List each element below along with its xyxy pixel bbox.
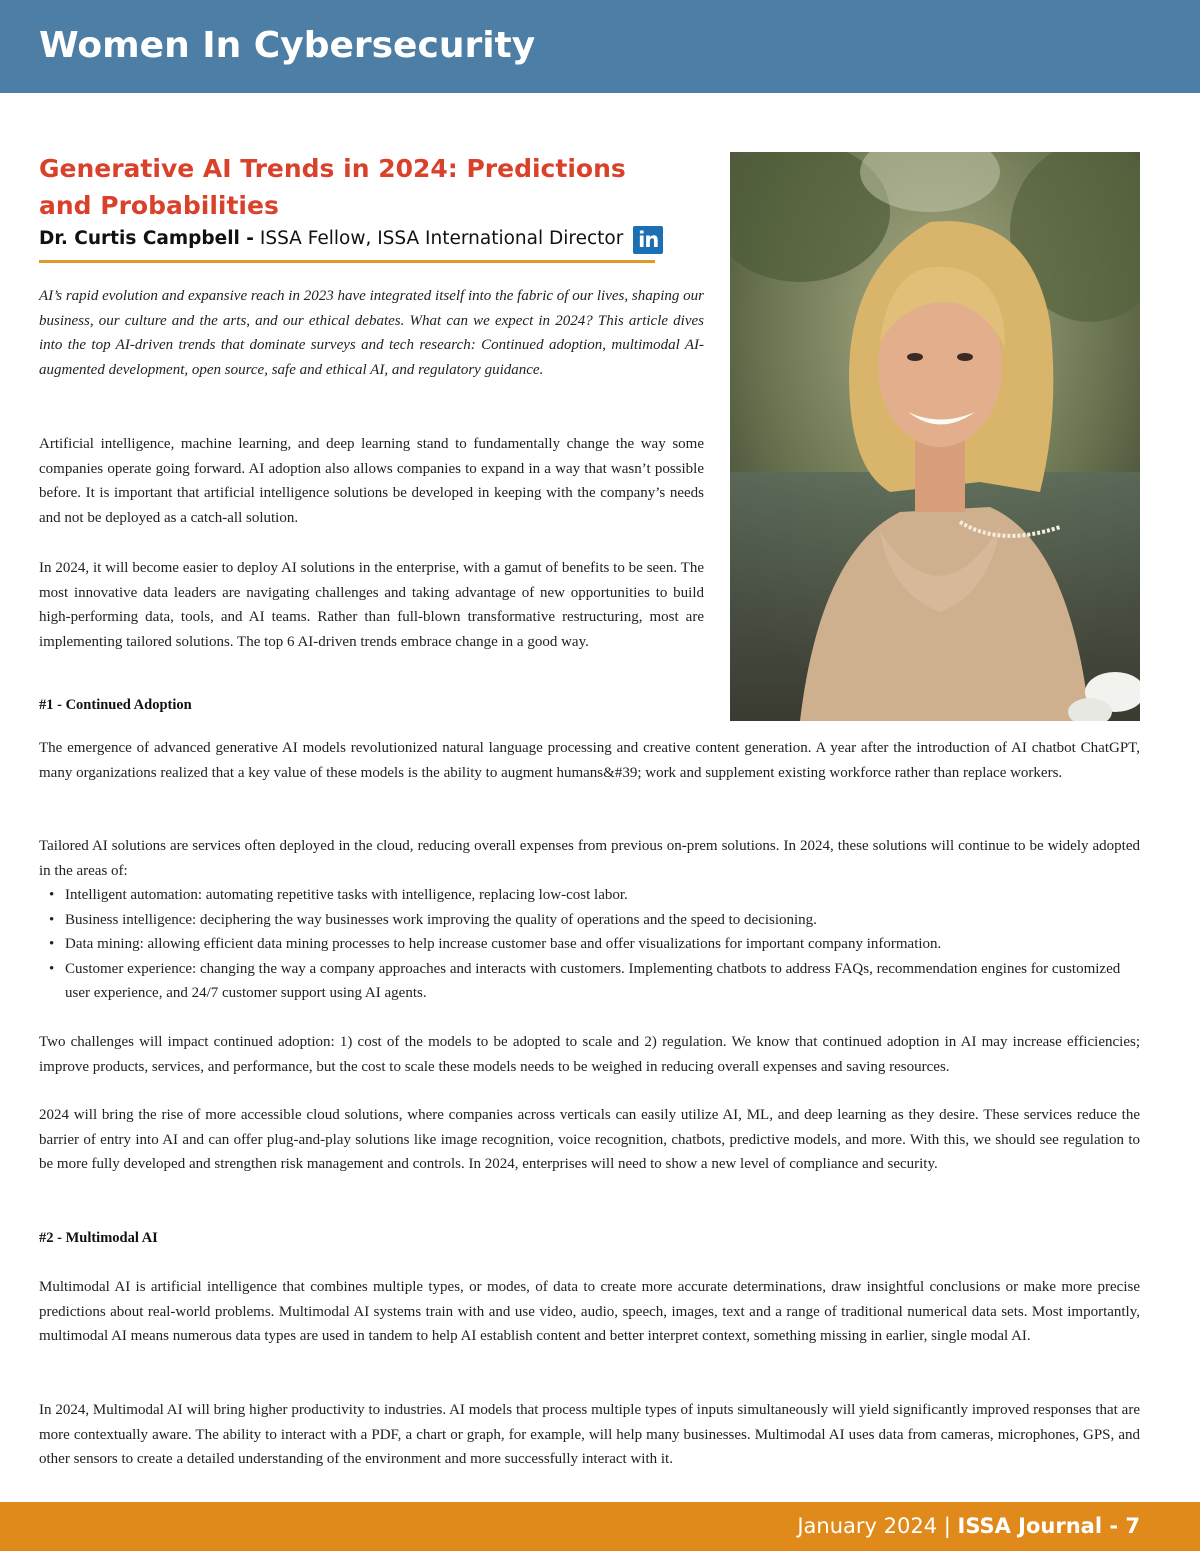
bullet-icon: • <box>49 936 55 953</box>
body-paragraph-8: In 2024, Multimodal AI will bring higher productivity to industries. AI models that process multiple types of inputs simultaneously will yield significantly improved responses that are more contextually aware. The ability to interact with a PDF, a chart or graph, for example, will help many businesses. Multimodal AI uses data from cameras, microphones, GPS, and other sensors to create a detailed understanding of the environment and more successfully interact with it. <box>39 1402 1140 1468</box>
author-role: ISSA Fellow, ISSA International Director <box>259 228 624 249</box>
author-name: Dr. Curtis Campbell - <box>39 228 254 249</box>
bullet-icon: • <box>49 887 55 903</box>
issue-date: January 2024 <box>797 1514 938 1538</box>
body-paragraph-4: Tailored AI solutions are services often deployed in the cloud, reducing overall expenses from previous on-prem solutions. In 2024, these solutions will continue to be widely adopted in the areas of: <box>39 838 1140 879</box>
section-title: Women In Cybersecurity <box>39 25 536 66</box>
body-paragraph-2: In 2024, it will become easier to deploy AI solutions in the enterprise, with a gamut of benefits to be seen. The most innovative data leaders are navigating challenges and taking advantage of new opportunities to build high-performing data, tools, and AI teams. Rather than full-blown transformative restructuring, most are implementing tailored solutions. The top 6 AI-driven trends embrace change in a good way. <box>39 560 704 650</box>
body-paragraph-7: Multimodal AI is artificial intelligence that combines multiple types, or modes, of data to create more accurate determinations, draw insightful conclusions or make more precise predictions about real-world problems. Multimodal AI systems train with and use video, audio, speech, images, text and a range of traditional numerical data sets. Most importantly, multimodal AI means numerous data types are used in tandem to help AI establish content and better interpret context, something missing in earlier, single modal AI. <box>39 1279 1140 1345</box>
journal-page: ISSA Journal - 7 <box>957 1514 1140 1538</box>
list-item: • Intelligent automation: automating repetitive tasks with intelligence, replacing low-cost labor. <box>39 883 1140 908</box>
body-paragraph-6: 2024 will bring the rise of more accessible cloud solutions, where companies across verticals can easily utilize AI, ML, and deep learning as they desire. These services reduce the barrier of entry into AI and can offer plug-and-play solutions like image recognition, voice recognition, chatbots, predictive models, and more. With this, we should see regulation to be more fully developed and strengthen risk management and controls. In 2024, enterprises will need to show a new level of compliance and security. <box>39 1107 1140 1173</box>
section-heading-continued-adoption: #1 - Continued Adoption <box>39 697 192 713</box>
body-paragraph-1: Artificial intelligence, machine learning, and deep learning stand to fundamentally change the way some companies operate going forward. AI adoption also allows companies to expand in a way that wasn’t possible before. It is important that artificial intelligence solutions be developed in keeping with the company’s needs and not be deployed as a catch-all solution. <box>39 436 704 526</box>
body-paragraph-5: Two challenges will impact continued adoption: 1) cost of the models to be adopted to scale and 2) regulation. We know that continued adoption in AI may increase efficiencies; improve products, services, and performance, but the cost to scale these models needs to be weighed in reducing overall expenses and saving resources. <box>39 1034 1140 1075</box>
bullet-icon: • <box>49 960 55 977</box>
author-portrait-image <box>730 152 1140 721</box>
linkedin-icon[interactable]: in <box>633 226 663 254</box>
byline-divider <box>39 260 655 263</box>
list-item: • Data mining: allowing efficient data mining processes to help increase customer base and offer visualizations for important company information. <box>39 932 1140 957</box>
article-title: Generative AI Trends in 2024: Predictions and Probabilities <box>39 154 626 220</box>
footer-separator: | <box>937 1514 958 1538</box>
list-item: • Business intelligence: deciphering the way businesses work improving the quality of operations and the speed to decisioning. <box>39 908 1140 933</box>
intro-paragraph: AI’s rapid evolution and expansive reach in 2023 have integrated itself into the fabric of our lives, shaping our business, our culture and the arts, and our ethical debates. What can we expect in 2024? This article dives into the top AI-driven trends that dominate surveys and tech research: Continued adoption, multimodal AI-augmented development, open source, safe and ethical AI, and regulatory guidance. <box>39 288 704 378</box>
footer <box>797 1510 1140 1542</box>
bullet-icon: • <box>49 911 55 928</box>
byline <box>39 224 659 254</box>
list-item: • Customer experience: changing the way a company approaches and interacts with customers. Implementing chatbots to address FAQs, recommendation engines for customized user experience, and 24/7 customer support using AI agents. <box>39 957 1140 1006</box>
section-heading-multimodal-ai: #2 - Multimodal AI <box>39 1230 158 1246</box>
body-paragraph-3: The emergence of advanced generative AI models revolutionized natural language processing and creative content generation. A year after the introduction of AI chatbot ChatGPT, many organizations realized that a key value of these models is the ability to augment humans&#39; work and supplement existing workforce rather than replace workers. <box>39 740 1140 781</box>
author-photo <box>730 152 1140 721</box>
adoption-areas-list <box>39 883 1140 1006</box>
